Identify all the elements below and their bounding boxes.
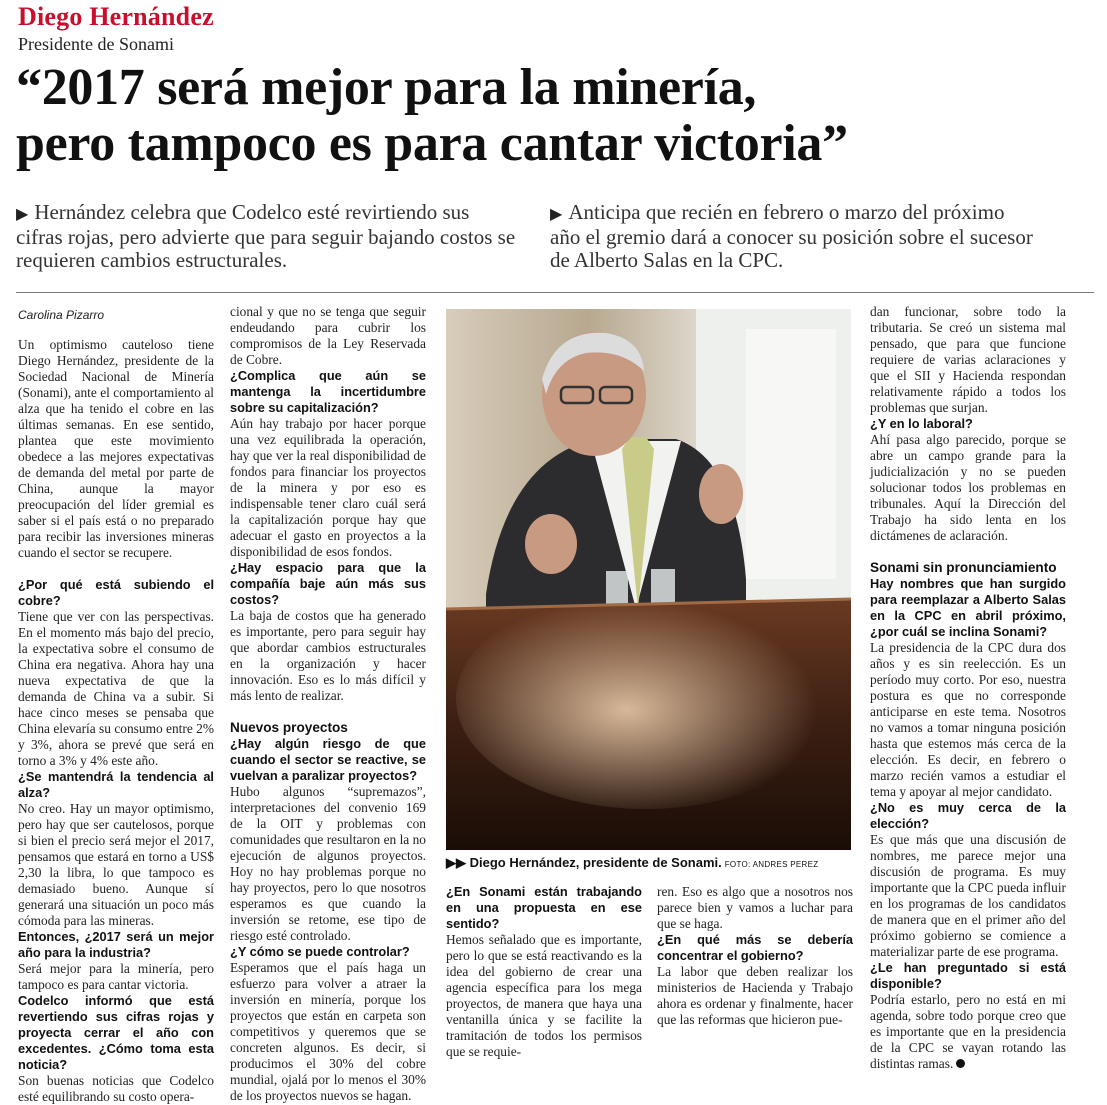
question: ¿No es muy cerca de la elección? [870, 800, 1066, 831]
deck-left-text: Hernández celebra que Codelco esté revirtiendo sus cifras rojas, pero advierte que para seguir bajando costos se requieren cambios estructurales. [16, 200, 516, 272]
intro-paragraph: Un optimismo cauteloso tiene Diego Hernández, presidente de la Sociedad Nacional de Minería (Sonami), ante el comportamiento al alza que ha tenido el cobre en las últimas semanas. En ese sentido, plantea que este movimiento obedece a las mejores expectativas de demanda del metal por parte de China, aunque la mayor preocupación del líder gremial es saber si el país está o no preparado para recibir las inversiones mineras cuando el sector se recupere. [18, 337, 214, 560]
answer: Será mejor para la minería, pero tampoco es para cantar victoria. [18, 961, 214, 992]
caption-text: Diego Hernández, presidente de Sonami. [469, 855, 722, 870]
answer: dan funcionar, sobre todo la tributaria. Se creó un sistema mal pensado, que para que funcione requiere de varias aclaraciones y que el SII y Hacienda respondan relativamente rápido a todos los problemas que surjan. [870, 304, 1066, 415]
question: ¿Y en lo laboral? [870, 416, 973, 431]
article-column-3 [446, 884, 642, 1060]
answer: ren. Eso es algo que a nosotros nos parece bien y vamos a luchar para que se haga. [657, 884, 853, 931]
question: ¿Por qué está subiendo el cobre? [18, 577, 214, 608]
interviewee-name: Diego Hernández [18, 2, 214, 31]
photo-caption [446, 855, 856, 871]
answer: Aún hay trabajo por hacer porque una vez equilibrada la operación, hay que ver la real disponibilidad de fondos para financiar los proyectos de la minera y por eso es indispensable tener claro cuál será la capitalización porque hay que adecuar el gasto en proyectos a la disponibilidad de esos fondos. [230, 416, 426, 559]
answer: Son buenas noticias que Codelco esté equilibrando su costo opera- [18, 1073, 214, 1104]
photo-credit: FOTO: ANDRES PEREZ [724, 860, 819, 869]
photo-illustration [446, 309, 851, 850]
deck-left [16, 201, 521, 272]
answer: La labor que deben realizar los ministerios de Hacienda y Trabajo ahora es ordenar y finalmente, hacer que las reformas que hicieron pue- [657, 964, 853, 1027]
question: ¿Complica que aún se mantenga la incertidumbre sobre su capitalización? [230, 368, 426, 415]
end-of-article-icon [956, 1059, 965, 1068]
answer: Hemos señalado que es importante, pero lo que se está reactivando es la idea del gobierno de crear una agencia específica para los mega proyectos, de manera que haya una ventanilla única y se facilite la tramitación de todos los permisos que se requie- [446, 932, 642, 1059]
headline [16, 60, 1096, 172]
question: ¿Y cómo se puede controlar? [230, 944, 410, 959]
question: Entonces, ¿2017 será un mejor año para la industria? [18, 929, 214, 960]
question: ¿En Sonami están trabajando en una propuesta en ese sentido? [446, 884, 642, 931]
headline-line-1: “2017 será mejor para la minería, [16, 59, 757, 116]
deck-right-text: Anticipa que recién en febrero o marzo del próximo año el gremio dará a conocer su posición sobre el sucesor de Alberto Salas en la CPC. [550, 200, 1033, 272]
section-subhead: Sonami sin pronunciamiento [870, 560, 1057, 575]
byline: Carolina Pizarro [18, 308, 105, 322]
question: Hay nombres que han surgido para reemplazar a Alberto Salas en la CPC en abril próximo, ¿por cuál se inclina Sonami? [870, 576, 1066, 639]
question: ¿Se mantendrá la tendencia al alza? [18, 769, 214, 800]
answer: Hubo algunos “supremazos”, interpretaciones del convenio 169 de la OIT y problemas con comunidades que resultaron en la no ejecución de algunos proyectos. Hoy no hay problemas porque no hay proyectos, pero lo que nosotros esperamos es que cuando la inversión se retome, ese tipo de riesgo esté controlado. [230, 784, 426, 943]
triangle-bullet-icon: ▶ [16, 206, 29, 223]
question: ¿Le han preguntado si está disponible? [870, 960, 1066, 991]
question: ¿En qué más se debería concentrar el gobierno? [657, 932, 853, 963]
answer: No creo. Hay un mayor optimismo, pero hay que ser cautelosos, porque si bien el precio será mejor el 2017, pensamos que estará en torno a US$ 2,30 la libra, lo que tampoco es demasiado bueno. Aunque sí generará una situación un poco más cómoda para las mineras. [18, 801, 214, 928]
answer: Esperamos que el país haga un esfuerzo para volver a atraer la inversión en minería, porque los proyectos que están en carpeta son competitivos y queremos que se concreten algunos. Es decir, si producimos el 30% del cobre mundial, ojalá por lo menos el 30% de los proyectos nuevos se hagan. [230, 960, 426, 1103]
deck-right [550, 201, 1040, 272]
answer: cional y que no se tenga que seguir endeudando para cubrir los compromisos de la Ley Reservada de Cobre. [230, 304, 426, 367]
divider-rule [16, 292, 1094, 293]
question: ¿Hay algún riesgo de que cuando el sector se reactive, se vuelvan a paralizar proyectos? [230, 736, 426, 783]
article-column-5 [870, 304, 1066, 1072]
double-triangle-icon: ▶▶ [446, 855, 466, 870]
answer: Es que más que una discusión de nombres, me parece mejor una discusión de programa. Es muy importante que la CPC pueda influir en los programas de los candidatos de manera que en el primer año del próximo gobierno se comience a materializar parte de ese programa. [870, 832, 1066, 959]
section-subhead: Nuevos proyectos [230, 720, 348, 735]
triangle-bullet-icon: ▶ [550, 206, 563, 223]
answer: La presidencia de la CPC dura dos años y es sin reelección. Es un período muy corto. Por eso, nuestra postura es que no corresponde anticiparse en este tema. Nosotros no vamos a tomar ninguna posición hasta que estemos más cerca de la elección. Es decir, en febrero o marzo recién vamos a estudiar el tema y apoyar al mejor candidato. [870, 640, 1066, 799]
article-column-2 [230, 304, 426, 1104]
interviewee-photo [446, 309, 851, 850]
question: ¿Hay espacio para que la compañía baje aún más sus costos? [230, 560, 426, 607]
answer: Ahí pasa algo parecido, porque se abre un campo grande para la judicialización y no se pueden solucionar todos los problemas en tribunales. Aquí la Dirección del Trabajo ha sido lenta en los dictámenes de aclaración. [870, 432, 1066, 543]
article-column-4 [657, 884, 853, 1028]
final-answer-text: Podría estarlo, pero no está en mi agenda, sobre todo porque creo que es importante que en la presidencia de la CPC se vayan rotando las distintas ramas. [870, 992, 1066, 1071]
answer: Tiene que ver con las perspectivas. En el momento más bajo del precio, la expectativa sobre el consumo de China era negativa. Ahora hay una nueva expectativa de que la demanda de China va a subir. Si hace cinco meses se pensaba que China elevaría su consumo entre 2% y 3%, ahora se prevé que será en torno a 3% y 4% este año. [18, 609, 214, 768]
interviewee-role: Presidente de Sonami [18, 34, 174, 54]
answer: La baja de costos que ha generado es importante, pero para seguir hay que abordar cambios estructurales en la organización y hacer innovación. Eso es lo más difícil y más lento de realizar. [230, 608, 426, 703]
article-column-1 [18, 307, 214, 1105]
answer [870, 992, 1066, 1072]
question: Codelco informó que está revertiendo sus cifras rojas y proyecta cerrar el año con excedentes. ¿Cómo toma esta noticia? [18, 993, 214, 1072]
headline-line-2: pero tampoco es para cantar victoria” [16, 115, 848, 172]
